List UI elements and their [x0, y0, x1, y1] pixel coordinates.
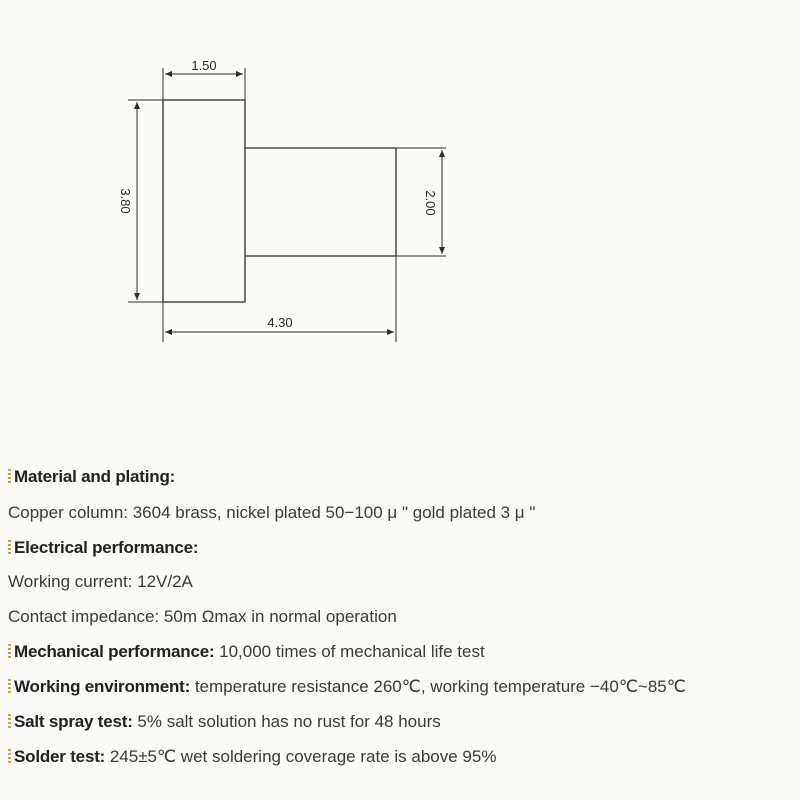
spec-salt-spray-desc: 5% salt solution has no rust for 48 hours: [132, 712, 441, 731]
bullet-marker: [8, 749, 11, 763]
bullet-marker: [8, 644, 11, 658]
spec-material-heading-row: [8, 467, 175, 487]
bullet-marker: [8, 679, 11, 693]
spec-salt-spray-row: [8, 712, 441, 732]
spec-mechanical-desc: 10,000 times of mechanical life test: [214, 642, 485, 661]
dimension-right: [396, 148, 446, 256]
dimension-left-label: 3.80: [118, 188, 133, 214]
spec-solder-desc: 245±5℃ wet soldering coverage rate is above 95%: [105, 747, 497, 766]
spec-salt-spray-heading: Salt spray test:: [14, 712, 133, 731]
spec-working-current: Working current: 12V/2A: [8, 572, 193, 591]
bullet-marker: [8, 469, 11, 483]
spec-material-heading: Material and plating:: [14, 467, 176, 486]
spec-environment-desc: temperature resistance 260℃, working temperature −40℃~85℃: [190, 677, 686, 696]
dimension-bottom: [163, 256, 396, 342]
connector-head-outline: [163, 100, 245, 302]
spec-mechanical-heading: Mechanical performance:: [14, 642, 215, 661]
spec-environment-heading: Working environment:: [14, 677, 191, 696]
bullet-marker: [8, 540, 11, 554]
spec-solder-row: [8, 747, 496, 767]
spec-electrical-heading: Electrical performance:: [14, 538, 199, 557]
spec-contact-impedance-row: [8, 607, 397, 627]
spec-mechanical-row: [8, 642, 485, 662]
bullet-marker: [8, 714, 11, 728]
connector-shaft-outline: [245, 148, 396, 256]
spec-copper-column-row: [8, 503, 535, 523]
dimension-left: [118, 100, 163, 302]
spec-copper-column: Copper column: 3604 brass, nickel plated 50−100 μ " gold plated 3 μ ": [8, 503, 536, 522]
spec-working-current-row: [8, 572, 193, 592]
spec-solder-heading: Solder test:: [14, 747, 106, 766]
dimension-bottom-label: 4.30: [267, 315, 293, 330]
dimension-top: [163, 58, 245, 100]
spec-electrical-heading-row: [8, 538, 198, 558]
spec-contact-impedance: Contact impedance: 50m Ωmax in normal operation: [8, 607, 397, 626]
dimension-right-label: 2.00: [423, 190, 438, 216]
dimension-top-label: 1.50: [191, 58, 217, 73]
spec-environment-row: [8, 677, 686, 697]
